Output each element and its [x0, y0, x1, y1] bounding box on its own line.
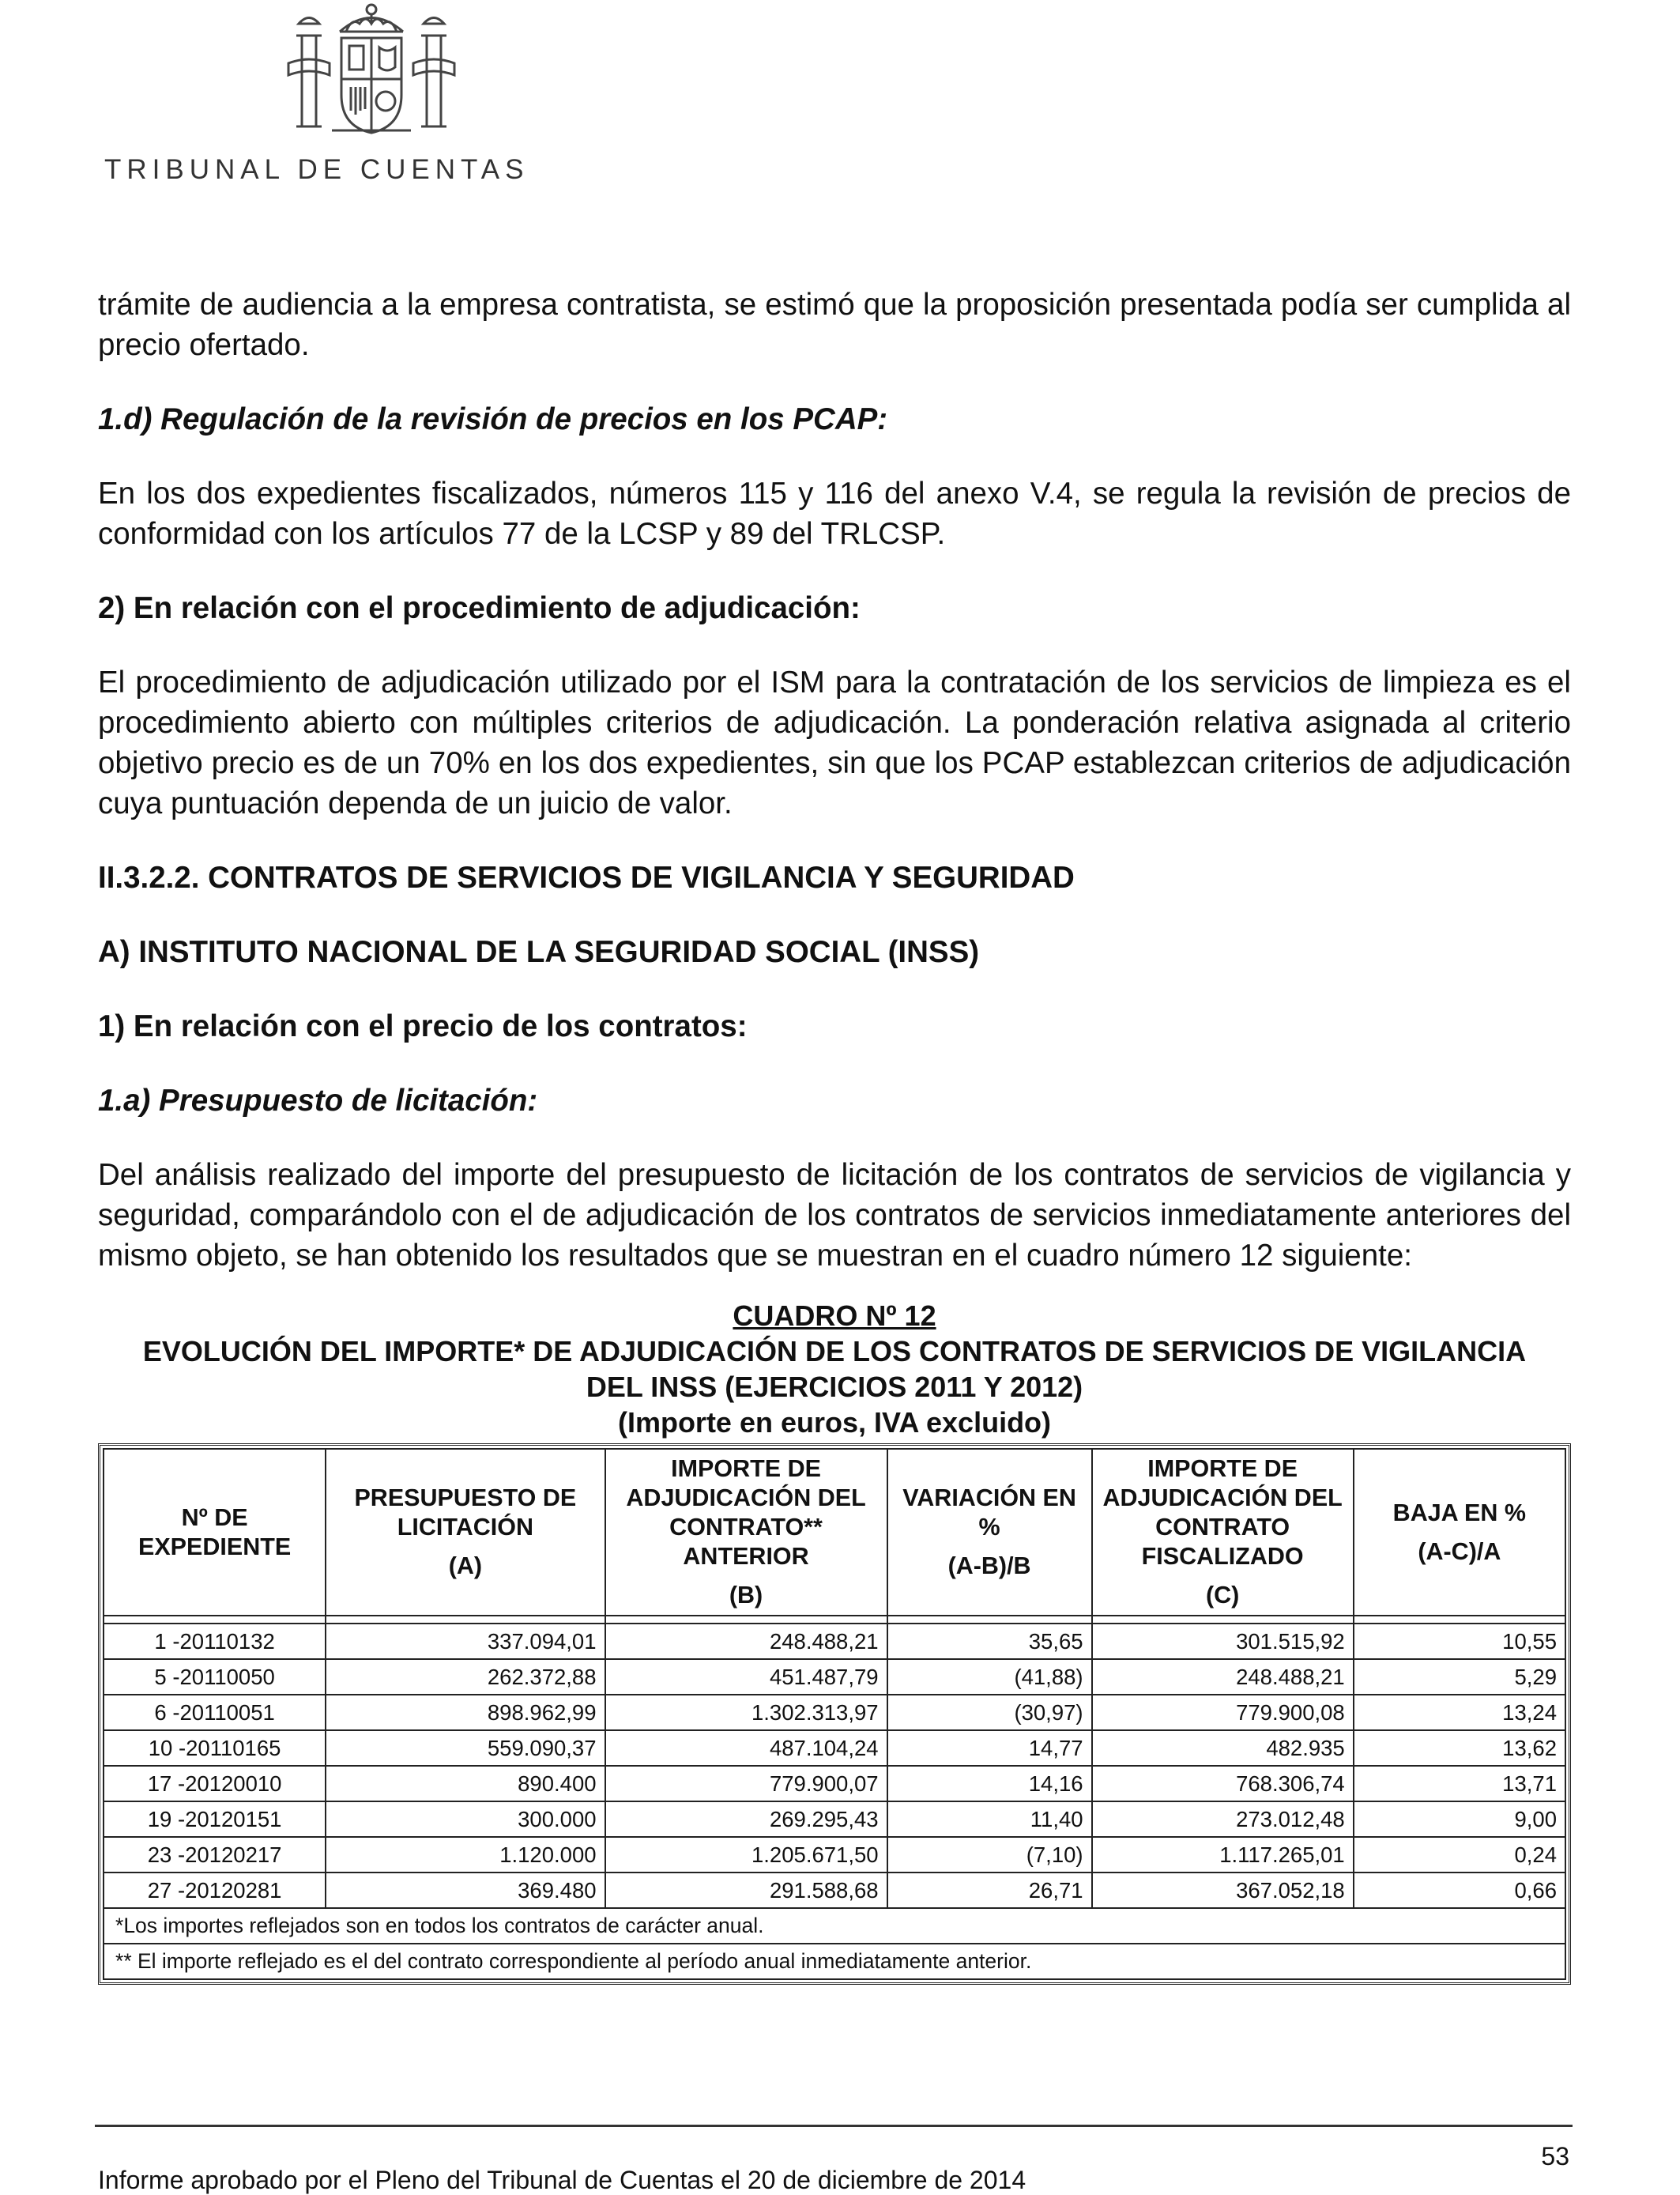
value-cell: 559.090,37 — [326, 1730, 605, 1766]
table-row — [104, 1695, 1565, 1730]
section-heading-inss: A) INSTITUTO NACIONAL DE LA SEGURIDAD SOCIAL (INSS) — [98, 935, 980, 969]
value-cell: 779.900,08 — [1092, 1695, 1354, 1730]
value-cell: 890.400 — [326, 1766, 605, 1801]
table-row — [104, 1766, 1565, 1801]
expediente-cell: 23 -20120217 — [104, 1837, 326, 1873]
table-row — [104, 1837, 1565, 1873]
page-header — [95, 0, 569, 190]
value-cell: 487.104,24 — [605, 1730, 887, 1766]
value-cell: 768.306,74 — [1092, 1766, 1354, 1801]
section-heading-ii-3-2-2: II.3.2.2. CONTRATOS DE SERVICIOS DE VIGILANCIA Y SEGURIDAD — [98, 861, 1075, 895]
expediente-cell: 19 -20120151 — [104, 1801, 326, 1837]
value-cell: (7,10) — [887, 1837, 1092, 1873]
page-number: 53 — [1541, 2142, 1569, 2170]
value-cell: 5,29 — [1354, 1659, 1565, 1695]
table-row — [104, 1873, 1565, 1908]
value-cell: 269.295,43 — [605, 1801, 887, 1837]
value-cell: 1.205.671,50 — [605, 1837, 887, 1873]
document-body — [98, 285, 1571, 1985]
expediente-cell: 17 -20120010 — [104, 1766, 326, 1801]
header-importe-anterior: IMPORTE DE ADJUDICACIÓN DEL CONTRATO** ANTERIOR (B) — [605, 1449, 887, 1616]
value-cell: 367.052,18 — [1092, 1873, 1354, 1908]
table-spacer — [104, 1616, 1565, 1624]
value-cell: 26,71 — [887, 1873, 1092, 1908]
value-cell: 14,77 — [887, 1730, 1092, 1766]
expediente-cell: 1 -20110132 — [104, 1624, 326, 1659]
table-caption — [98, 1298, 1571, 1440]
section-heading-2: 2) En relación con el procedimiento de adjudicación: — [98, 591, 861, 625]
paragraph-procedimiento: El procedimiento de adjudicación utilizado por el ISM para la contratación de los servicios de limpieza es el procedimiento abierto con múltiples criterios de adjudicación. La ponderación relativa asignada al criterio objetivo precio es de un 70% en los dos expedientes, sin que los PCAP establezcan criterios de adjudicación cuya puntuación dependa de un juicio de valor. — [98, 666, 1571, 820]
table-note-row — [104, 1944, 1565, 1979]
value-cell: 262.372,88 — [326, 1659, 605, 1695]
value-cell: 13,24 — [1354, 1695, 1565, 1730]
expediente-cell: 10 -20110165 — [104, 1730, 326, 1766]
table-note-2: ** El importe reflejado es el del contrato correspondiente al período anual inmediatamente anterior. — [104, 1944, 1565, 1979]
table-row — [104, 1659, 1565, 1695]
value-cell: 9,00 — [1354, 1801, 1565, 1837]
table-title-line-1: EVOLUCIÓN DEL IMPORTE* DE ADJUDICACIÓN DE LOS CONTRATOS DE SERVICIOS DE VIGILANCIA — [142, 1335, 1527, 1367]
value-cell: 451.487,79 — [605, 1659, 887, 1695]
header-presupuesto: PRESUPUESTO DE LICITACIÓN (A) — [326, 1449, 605, 1616]
paragraph-revision-precios: En los dos expedientes fiscalizados, números 115 y 116 del anexo V.4, se regula la revisión de precios de conformidad con los artículos 77 de la LCSP y 89 del TRLCSP. — [98, 477, 1571, 551]
table-note-1: *Los importes reflejados son en todos los contratos de carácter anual. — [104, 1908, 1565, 1944]
value-cell: 0,66 — [1354, 1873, 1565, 1908]
value-cell: 300.000 — [326, 1801, 605, 1837]
expediente-cell: 6 -20110051 — [104, 1695, 326, 1730]
value-cell: 248.488,21 — [1092, 1659, 1354, 1695]
table-header-row — [104, 1449, 1565, 1616]
table-frame — [98, 1443, 1571, 1985]
value-cell: 248.488,21 — [605, 1624, 887, 1659]
value-cell: 779.900,07 — [605, 1766, 887, 1801]
table-body — [104, 1616, 1565, 1908]
value-cell: 14,16 — [887, 1766, 1092, 1801]
value-cell: 301.515,92 — [1092, 1624, 1354, 1659]
value-cell: 291.588,68 — [605, 1873, 887, 1908]
table-label: CUADRO Nº 12 — [733, 1299, 936, 1332]
value-cell: 0,24 — [1354, 1837, 1565, 1873]
value-cell: 369.480 — [326, 1873, 605, 1908]
value-cell: 1.117.265,01 — [1092, 1837, 1354, 1873]
value-cell: (30,97) — [887, 1695, 1092, 1730]
coat-of-arms-logo — [253, 0, 490, 138]
paragraph-tramite: trámite de audiencia a la empresa contratista, se estimó que la proposición presentada podía ser cumplida al precio ofertado. — [98, 288, 1571, 362]
value-cell: 13,71 — [1354, 1766, 1565, 1801]
header-expediente: Nº DE EXPEDIENTE — [104, 1449, 326, 1616]
header-variacion: VARIACIÓN EN % (A-B)/B — [887, 1449, 1092, 1616]
value-cell: 273.012,48 — [1092, 1801, 1354, 1837]
table-row — [104, 1801, 1565, 1837]
footer-text: Informe aprobado por el Pleno del Tribunal de Cuentas el 20 de diciembre de 2014 — [98, 2166, 1026, 2194]
table-row — [104, 1730, 1565, 1766]
value-cell: (41,88) — [887, 1659, 1092, 1695]
table-row — [104, 1624, 1565, 1659]
header-baja: BAJA EN % (A-C)/A — [1354, 1449, 1565, 1616]
value-cell: 11,40 — [887, 1801, 1092, 1837]
section-heading-1d: 1.d) Regulación de la revisión de precios en los PCAP: — [98, 402, 888, 436]
section-heading-1: 1) En relación con el precio de los contratos: — [98, 1009, 748, 1043]
value-cell: 1.302.313,97 — [605, 1695, 887, 1730]
footer-divider — [95, 2125, 1573, 2127]
value-cell: 337.094,01 — [326, 1624, 605, 1659]
table-title-line-3: (Importe en euros, IVA excluido) — [617, 1406, 1052, 1439]
expediente-cell: 5 -20110050 — [104, 1659, 326, 1695]
value-cell: 10,55 — [1354, 1624, 1565, 1659]
section-heading-1a: 1.a) Presupuesto de licitación: — [98, 1084, 538, 1118]
value-cell: 13,62 — [1354, 1730, 1565, 1766]
table-title-line-2: DEL INSS (EJERCICIOS 2011 Y 2012) — [586, 1371, 1083, 1403]
expediente-cell: 27 -20120281 — [104, 1873, 326, 1908]
organization-name: TRIBUNAL DE CUENTAS — [104, 154, 529, 185]
value-cell: 1.120.000 — [326, 1837, 605, 1873]
paragraph-analisis: Del análisis realizado del importe del presupuesto de licitación de los contratos de servicios de vigilancia y seguridad, comparándolo con el de adjudicación de los contratos de servicios inmediatamente anteriores del mismo objeto, se han obtenido los resultados que se muestran en el cuadro número 12 siguiente: — [98, 1158, 1571, 1273]
data-table — [103, 1448, 1566, 1980]
value-cell: 898.962,99 — [326, 1695, 605, 1730]
value-cell: 35,65 — [887, 1624, 1092, 1659]
table-note-row — [104, 1908, 1565, 1944]
header-importe-fiscalizado: IMPORTE DE ADJUDICACIÓN DEL CONTRATO FISCALIZADO (C) — [1092, 1449, 1354, 1616]
value-cell: 482.935 — [1092, 1730, 1354, 1766]
